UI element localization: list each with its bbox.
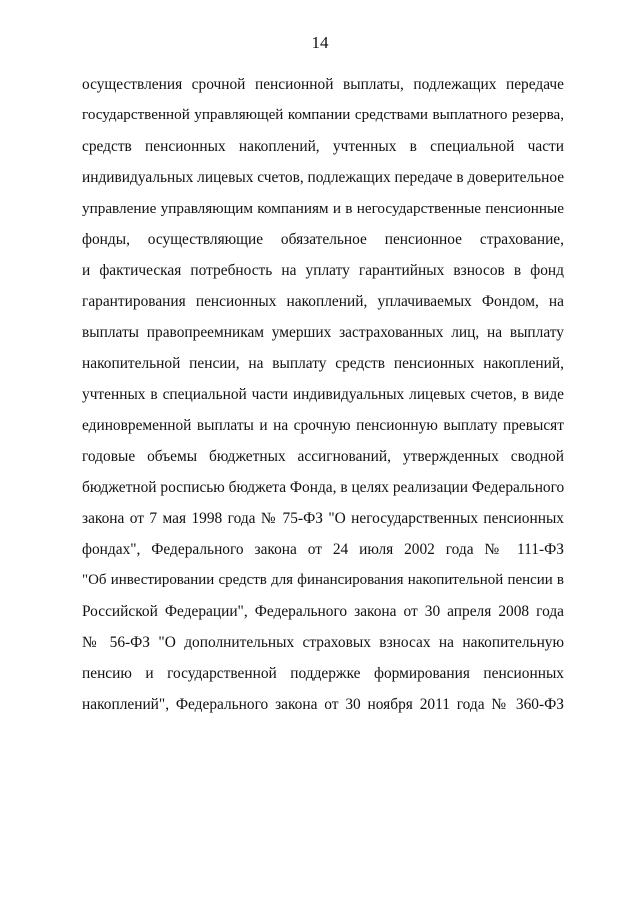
text-line: учтенных в специальной части индивидуальных лицевых счетов, в виде (82, 386, 564, 403)
text-line: Российской Федерации", Федерального закона от 30 апреля 2008 года (82, 603, 564, 620)
text-line: № 56-ФЗ "О дополнительных страховых взносах на накопительную (82, 634, 564, 651)
text-line: осуществления срочной пенсионной выплаты, подлежащих передаче (82, 76, 564, 93)
text-line: гарантирования пенсионных накоплений, уплачиваемых Фондом, на (82, 293, 564, 310)
text-line: единовременной выплаты и на срочную пенсионную выплату превысят (82, 417, 564, 434)
body-paragraph (82, 69, 564, 720)
text-line: "Об инвестировании средств для финансирования накопительной пенсии в (82, 572, 564, 588)
text-line: и фактическая потребность на уплату гарантийных взносов в фонд (82, 262, 564, 279)
text-line: бюджетной росписью бюджета Фонда, в целях реализации Федерального (82, 479, 565, 496)
text-line: средств пенсионных накоплений, учтенных в специальной части (82, 138, 564, 155)
text-line: государственной управляющей компании средствами выплатного резерва, (82, 107, 564, 123)
text-line: годовые объемы бюджетных ассигнований, утвержденных сводной (82, 448, 564, 465)
page-number: 14 (311, 33, 329, 52)
text-line: накопительной пенсии, на выплату средств пенсионных накоплений, (82, 355, 564, 372)
text-line: индивидуальных лицевых счетов, подлежащих передаче в доверительное (82, 169, 565, 186)
text-line: выплаты правопреемникам умерших застрахованных лиц, на выплату (82, 324, 564, 341)
text-line: фонды, осуществляющие обязательное пенсионное страхование, (82, 231, 564, 248)
text-line: пенсию и государственной поддержке формирования пенсионных (82, 665, 564, 682)
text-line: управление управляющим компаниям и в негосударственные пенсионные (82, 200, 564, 217)
text-line: накоплений", Федерального закона от 30 ноября 2011 года № 360-ФЗ (82, 696, 564, 713)
text-line: закона от 7 мая 1998 года № 75-ФЗ "О негосударственных пенсионных (82, 510, 564, 527)
text-line: фондах", Федерального закона от 24 июля 2002 года № 111-ФЗ (82, 541, 564, 558)
